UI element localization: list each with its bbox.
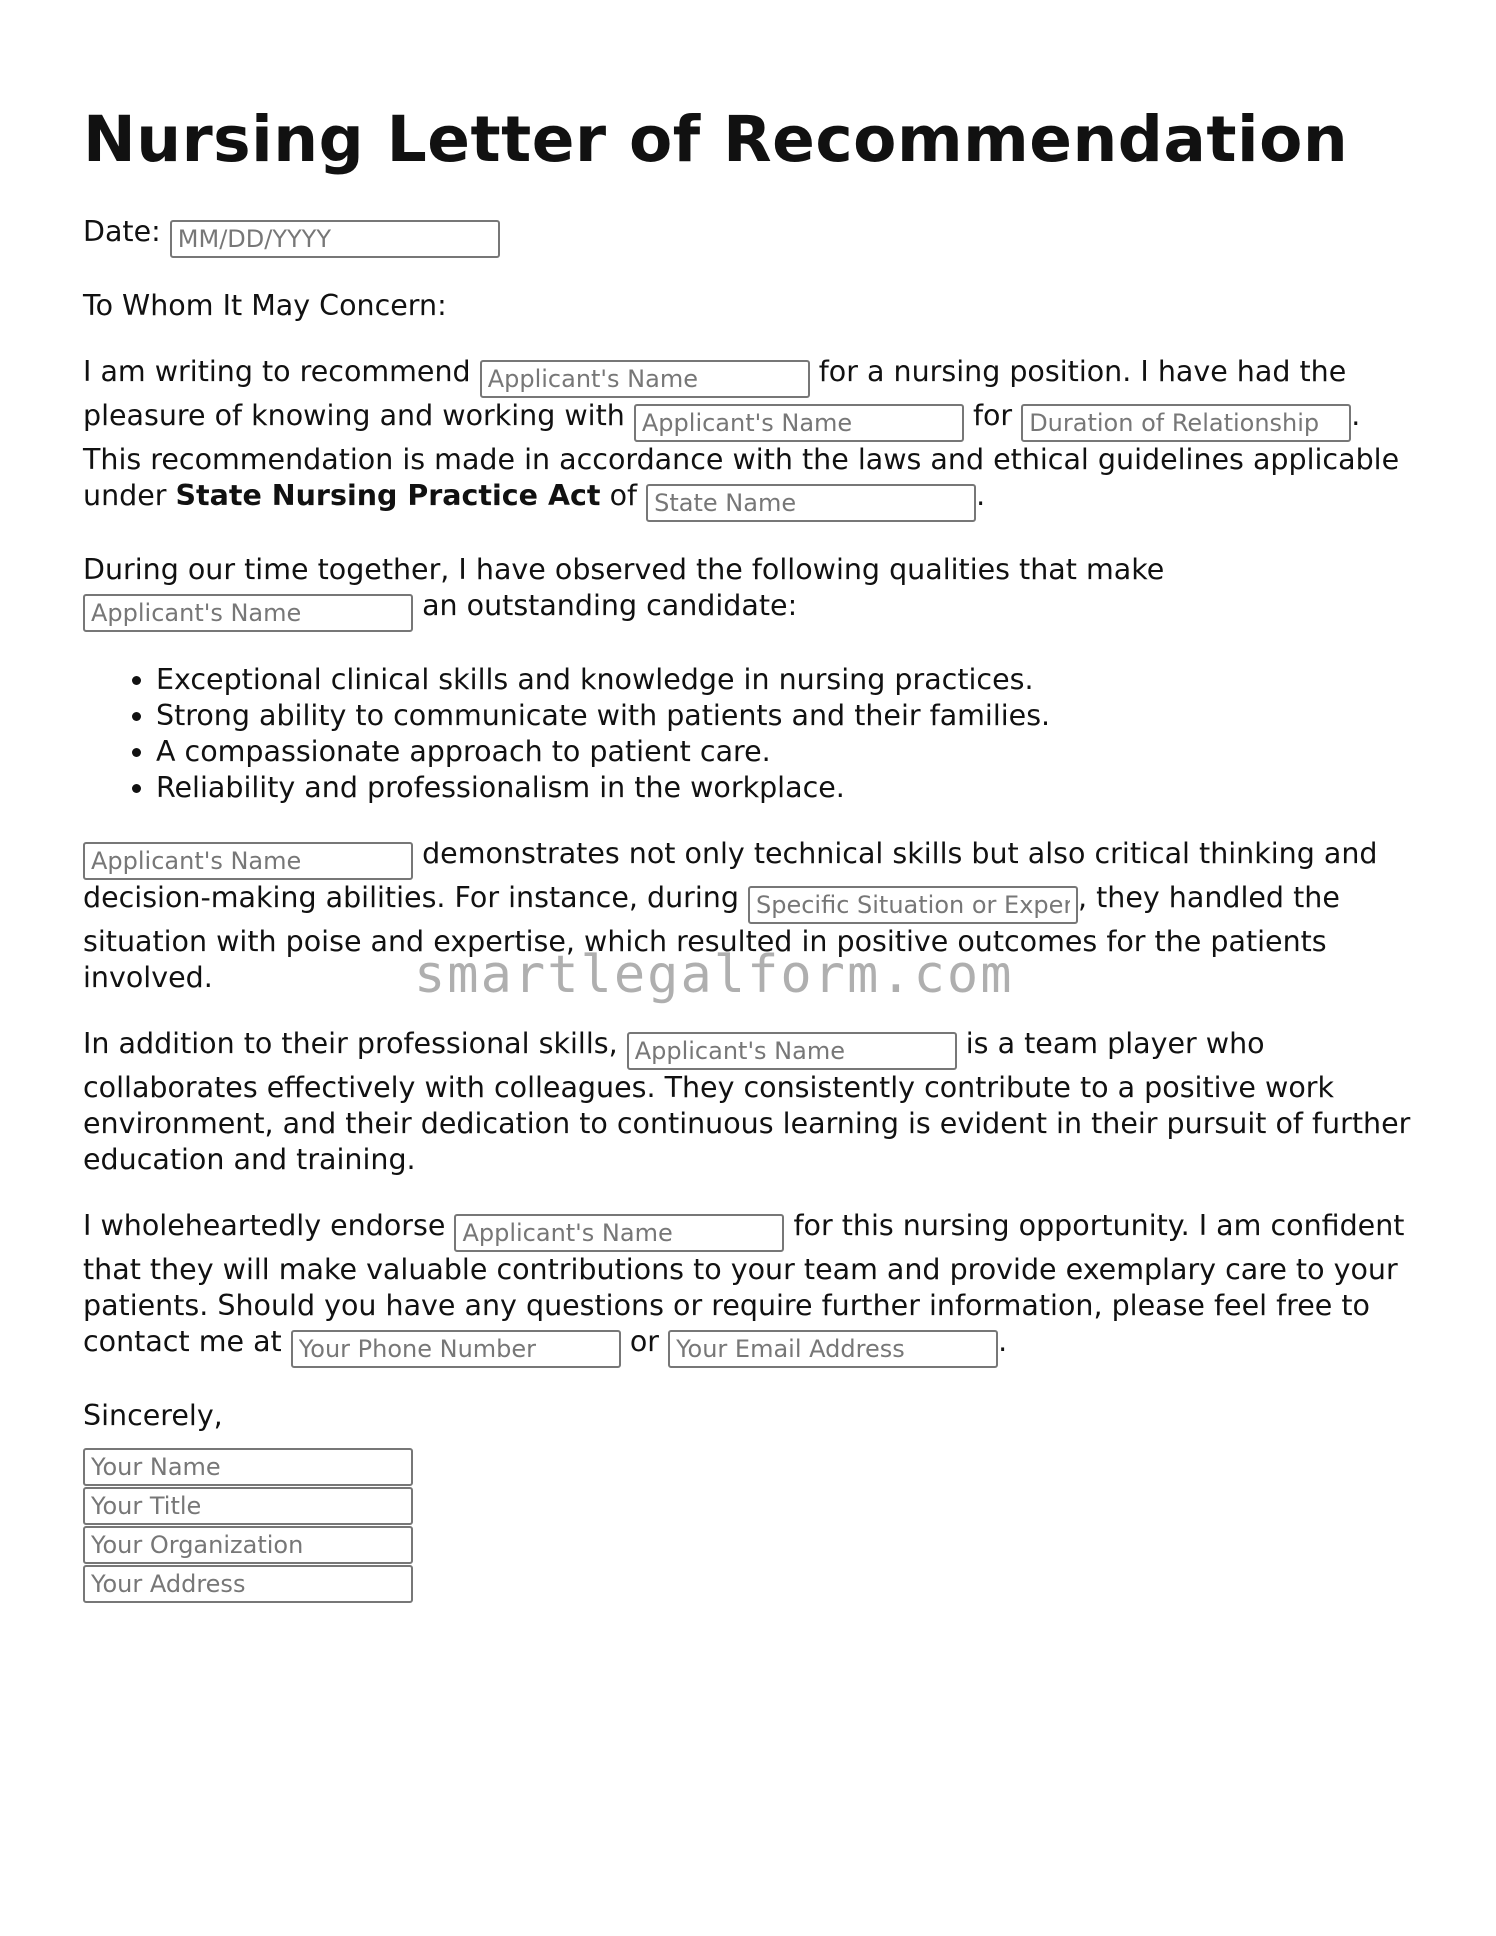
intro-text-3: for xyxy=(972,399,1013,432)
intro-text-6: . xyxy=(976,479,986,512)
applicant-name-input-6[interactable] xyxy=(454,1214,784,1252)
applicant-name-input-3[interactable] xyxy=(83,594,413,632)
your-name-input[interactable] xyxy=(83,1448,413,1486)
team-paragraph xyxy=(83,1026,1413,1178)
endorse-text-2: for this nursing opportunity. I am confident that they will make valuable contributions to your team and provide exemplary care to your patients. Should you have any questions or require further information, please feel free to contact me at xyxy=(83,1209,1405,1358)
your-address-input[interactable] xyxy=(83,1565,413,1603)
qualities-intro-text-2: an outstanding candidate: xyxy=(422,589,798,622)
watermark: smartlegalform.com xyxy=(414,945,1014,1005)
intro-text-1: I am writing to recommend xyxy=(83,355,471,388)
skills-text-1: demonstrates not only technical skills but also critical thinking and decision-making abilities. For instance, during xyxy=(83,837,1378,914)
signature-block xyxy=(83,1448,1413,1603)
list-item: • Strong ability to communicate with patients and their families. xyxy=(156,698,1413,734)
list-item: • Exceptional clinical skills and knowledge in nursing practices. xyxy=(156,662,1413,698)
date-label: Date: xyxy=(83,215,161,248)
intro-text-5: of xyxy=(609,479,638,512)
qualities-list xyxy=(83,662,1413,806)
date-input[interactable] xyxy=(170,220,500,258)
list-item: • A compassionate approach to patient care. xyxy=(156,734,1413,770)
applicant-name-input-1[interactable] xyxy=(480,360,810,398)
endorse-text-4: . xyxy=(998,1325,1008,1358)
skills-text-2: , they handled the situation with poise and expertise, which resulted in positive outcomes for the patients involved. xyxy=(83,881,1340,994)
intro-text-3-space xyxy=(964,399,973,432)
your-organization-input[interactable] xyxy=(83,1526,413,1564)
endorse-text-1: I wholeheartedly endorse xyxy=(83,1209,446,1242)
closing: Sincerely, xyxy=(83,1399,223,1432)
team-text-1: In addition to their professional skills, xyxy=(83,1027,618,1060)
letter-page xyxy=(83,100,1413,1604)
endorse-text-3: or xyxy=(629,1325,659,1358)
page-title: Nursing Letter of Recommendation xyxy=(83,103,1349,176)
email-input[interactable] xyxy=(668,1330,998,1368)
your-title-input[interactable] xyxy=(83,1487,413,1525)
skills-paragraph xyxy=(83,836,1413,996)
applicant-name-input-2[interactable] xyxy=(634,404,964,442)
duration-input[interactable] xyxy=(1021,404,1351,442)
intro-text-2: for a nursing position. I have had the pleasure of knowing and working with xyxy=(83,355,1347,432)
qualities-intro-paragraph xyxy=(83,552,1413,632)
intro-text-4: . This recommendation is made in accordance with the laws and ethical guidelines applicable under xyxy=(83,399,1400,512)
state-name-input[interactable] xyxy=(646,484,976,522)
situation-input[interactable] xyxy=(748,886,1078,924)
act-name: State Nursing Practice Act xyxy=(175,479,601,512)
greeting: To Whom It May Concern: xyxy=(83,289,447,322)
list-item: • Reliability and professionalism in the workplace. xyxy=(156,770,1413,806)
phone-input[interactable] xyxy=(291,1330,621,1368)
endorse-paragraph xyxy=(83,1208,1413,1368)
applicant-name-input-4[interactable] xyxy=(83,842,413,880)
date-line xyxy=(83,214,1413,258)
intro-paragraph xyxy=(83,354,1413,522)
applicant-name-input-5[interactable] xyxy=(627,1032,957,1070)
qualities-intro-text-1: During our time together, I have observed the following qualities that make xyxy=(83,553,1165,586)
team-text-2: is a team player who collaborates effectively with colleagues. They consistently contribute to a positive work environment, and their dedication to continuous learning is evident in their pursuit of further education and training. xyxy=(83,1027,1411,1176)
